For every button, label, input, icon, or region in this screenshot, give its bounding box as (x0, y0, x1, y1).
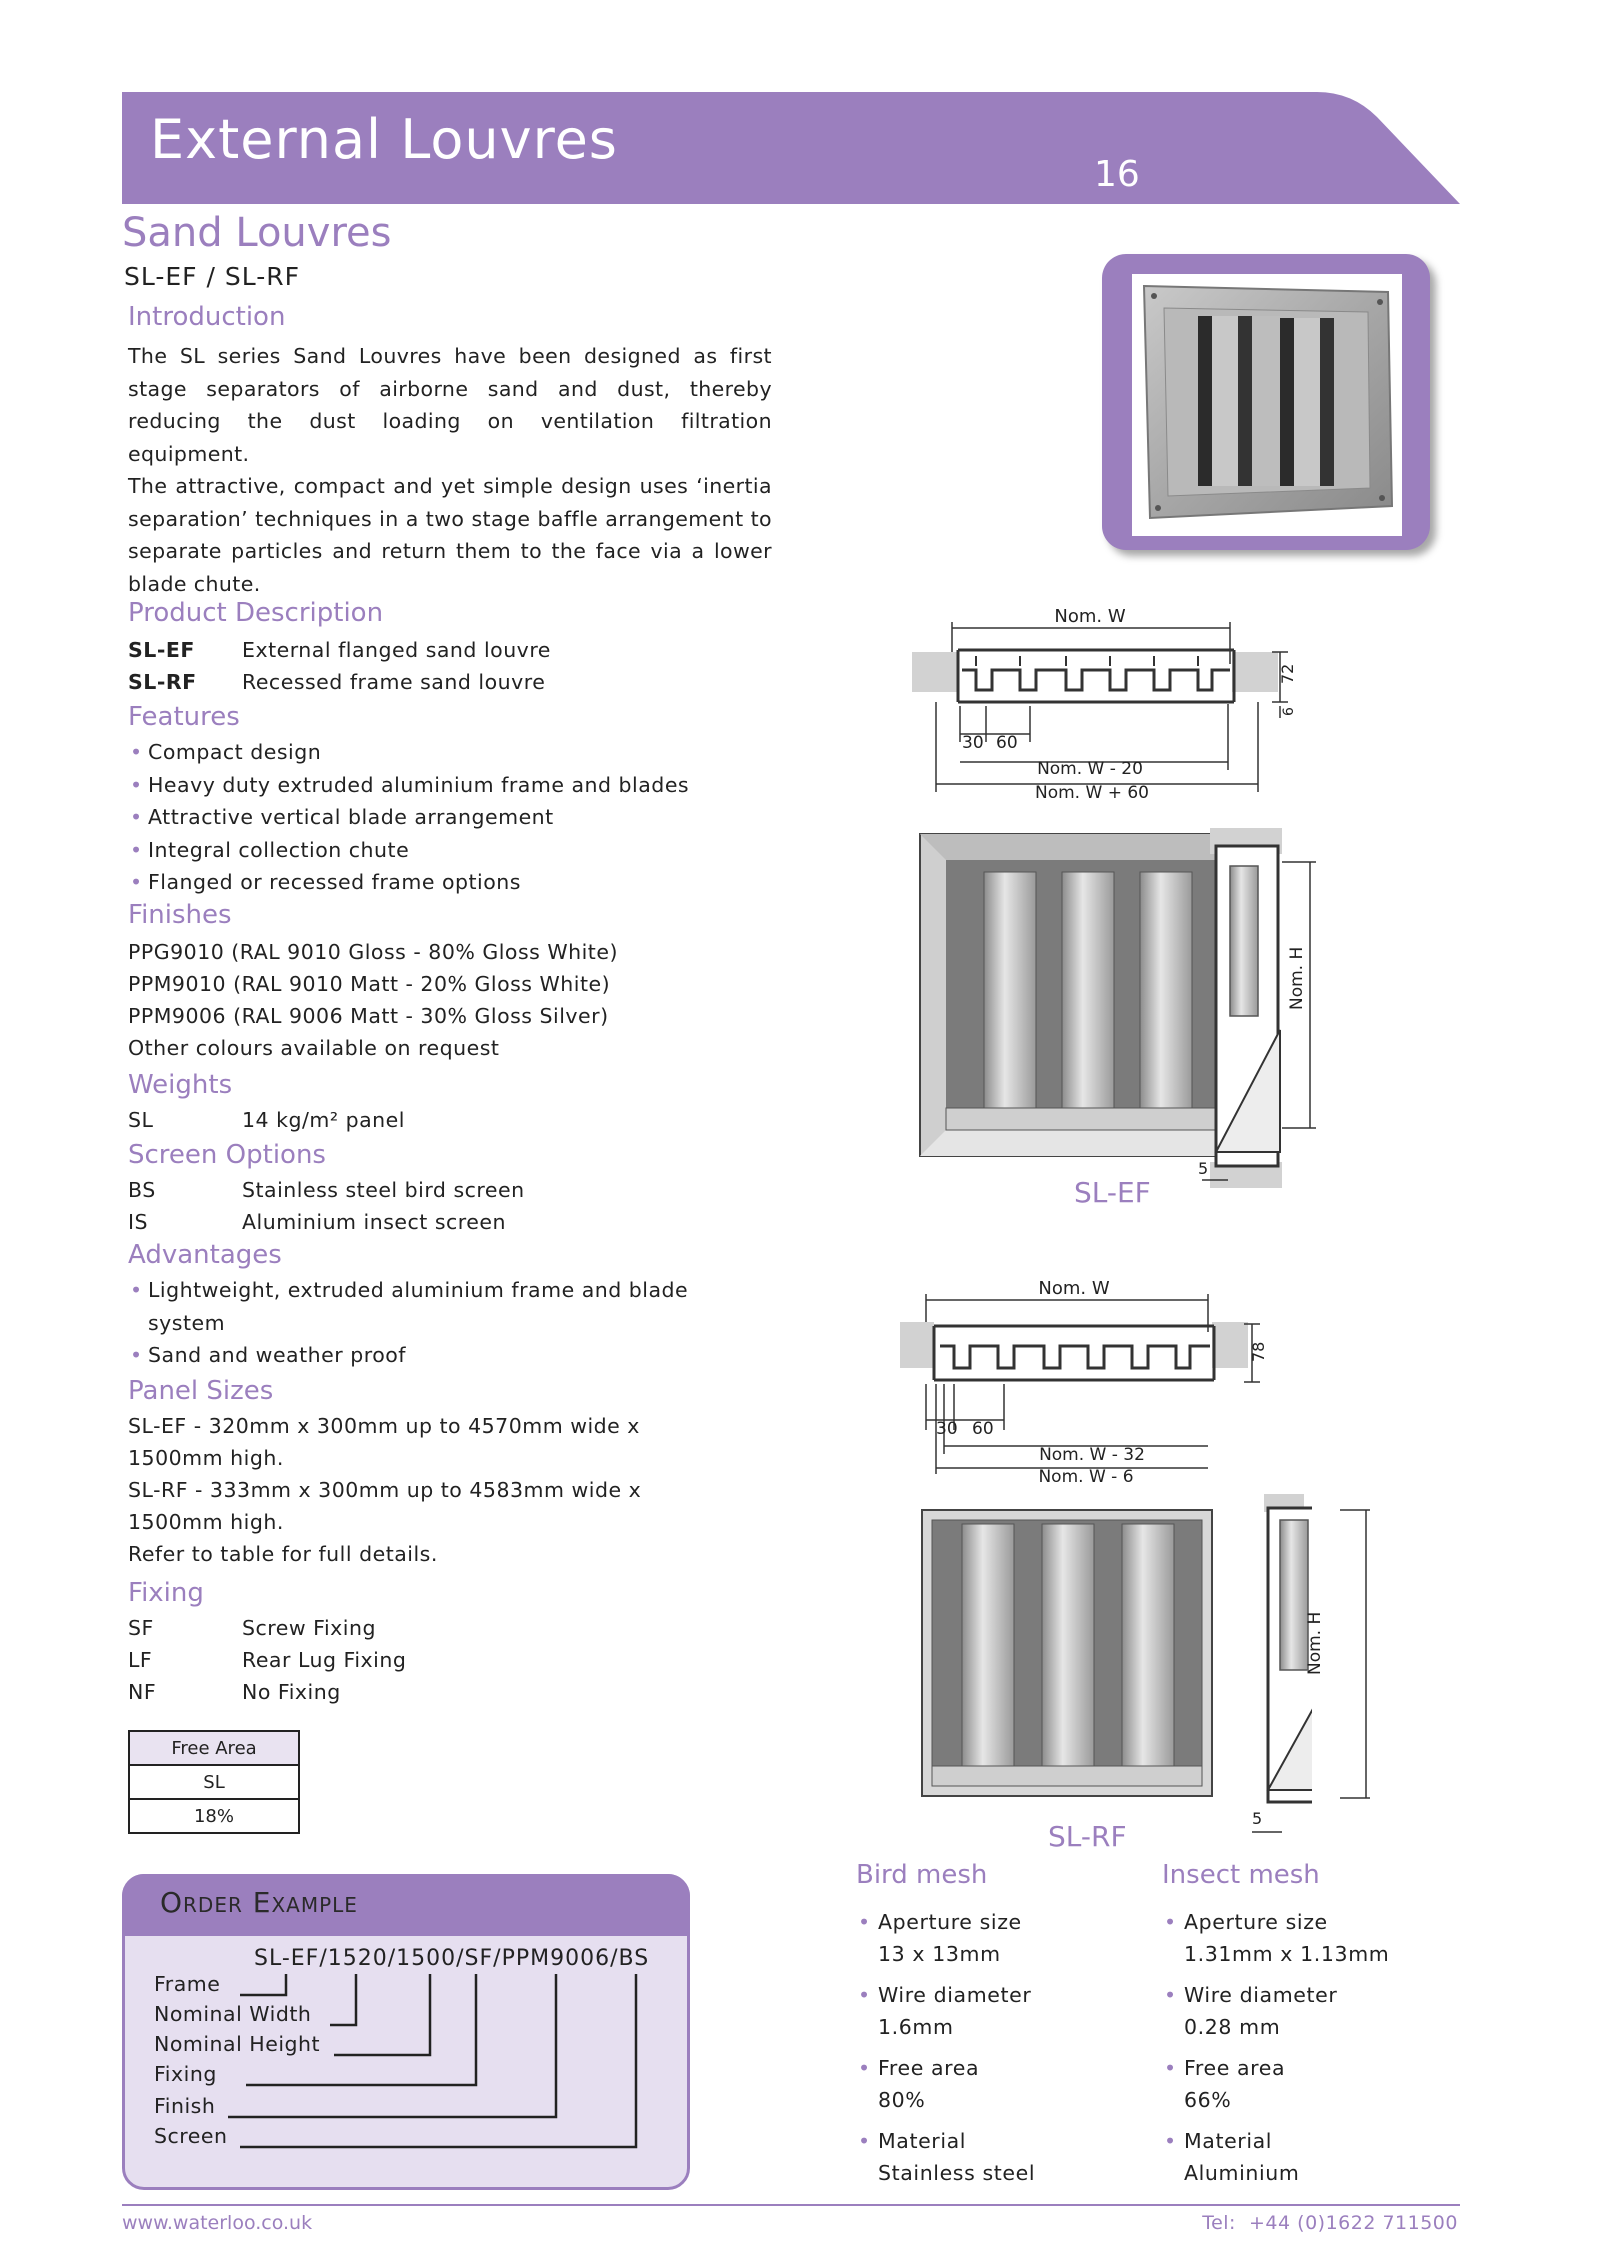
bird-mesh-item: • Aperture size 13 x 13mm (856, 1906, 1035, 1970)
order-connector-lines (0, 0, 700, 2200)
advantage-item: • Sand and weather proof (128, 1339, 728, 1372)
panel-size-line: Refer to table for full details. (128, 1542, 438, 1566)
product-code-description: External flanged sand louvre (242, 638, 551, 662)
fixing-code: SF (128, 1616, 154, 1640)
weight-code: SL (128, 1108, 154, 1132)
fixing-description: No Fixing (242, 1680, 341, 1704)
panel-size-line: 1500mm high. (128, 1510, 284, 1534)
footer-rule (122, 2204, 1460, 2206)
finish-item: PPG9010 (RAL 9010 Gloss - 80% Gloss White) (128, 940, 618, 964)
product-code: SL-RF (128, 670, 197, 694)
dim-60: 60 (996, 733, 1018, 753)
screen-code: BS (128, 1178, 156, 1202)
insect-mesh-list (1162, 1906, 1389, 2198)
footer-phone: Tel: +44 (0)1622 711500 (1202, 2212, 1458, 2234)
dim-60: 60 (972, 1419, 994, 1439)
footer-website[interactable]: www.waterloo.co.uk (122, 2212, 313, 2234)
table-cell: 18% (129, 1799, 299, 1833)
finishes-heading: Finishes (128, 900, 232, 930)
model-codes: SL-EF / SL-RF (124, 262, 301, 291)
fixing-code: NF (128, 1680, 157, 1704)
order-label-finish: Finish (154, 2094, 216, 2118)
dim-5: 5 (1252, 1809, 1263, 1828)
intro-paragraph-1: The SL series Sand Louvres have been designed as first stage separators of airborne sand and dust, thereby reducing the dust loading on ventilation filtration equipment. (128, 344, 772, 466)
screen-code: IS (128, 1210, 149, 1234)
introduction-heading: Introduction (128, 302, 286, 332)
order-example-code: SL-EF/1520/1500/SF/PPM9006/BS (254, 1946, 650, 1971)
feature-item: • Compact design (128, 736, 689, 769)
sand-louvre-photo (1140, 282, 1396, 522)
product-title: Sand Louvres (122, 210, 392, 256)
dim-nom-w-minus-32: Nom. W - 32 (1039, 1445, 1145, 1465)
dim-nom-h: Nom. H (1287, 946, 1307, 1010)
weights-heading: Weights (128, 1070, 233, 1100)
page-number: 16 (1094, 154, 1140, 195)
order-label-width: Nominal Width (154, 2002, 312, 2026)
dim-5: 5 (1198, 1159, 1209, 1178)
bird-mesh-heading: Bird mesh (856, 1860, 988, 1890)
insect-mesh-item: • Aperture size 1.31mm x 1.13mm (1162, 1906, 1389, 1970)
dim-nom-h: Nom. H (1305, 1611, 1325, 1675)
sl-ef-technical-drawing (900, 594, 1320, 1206)
bird-mesh-list (856, 1906, 1035, 2198)
dim-78: 78 (1249, 1341, 1268, 1362)
product-code: SL-EF (128, 638, 195, 662)
advantages-heading: Advantages (128, 1240, 282, 1270)
features-heading: Features (128, 702, 240, 732)
sl-rf-label: SL-RF (1048, 1820, 1127, 1853)
feature-item: • Integral collection chute (128, 834, 689, 867)
panel-size-line: 1500mm high. (128, 1446, 284, 1470)
insect-mesh-heading: Insect mesh (1162, 1860, 1320, 1890)
bird-mesh-item: • Wire diameter 1.6mm (856, 1979, 1035, 2043)
finish-item: Other colours available on request (128, 1036, 500, 1060)
fixing-description: Rear Lug Fixing (242, 1648, 407, 1672)
order-label-height: Nominal Height (154, 2032, 321, 2056)
weight-value: 14 kg/m² panel (242, 1108, 405, 1132)
dim-30: 30 (936, 1419, 958, 1439)
panel-size-line: SL-RF - 333mm x 300mm up to 4583mm wide x (128, 1478, 642, 1502)
product-code-description: Recessed frame sand louvre (242, 670, 546, 694)
insect-mesh-item: • Material Aluminium (1162, 2125, 1389, 2189)
feature-item: • Heavy duty extruded aluminium frame and blades (128, 769, 689, 802)
fixing-code: LF (128, 1648, 153, 1672)
intro-paragraph-2: The attractive, compact and yet simple design uses ‘inertia separation’ techniques in a two stage baffle arrangement to separate particles and return them to the face via a lower blade chute. (128, 474, 772, 596)
table-cell: SL (129, 1765, 299, 1799)
sl-rf-height-line (1340, 1508, 1370, 1804)
dim-nom-w: Nom. W (1038, 1278, 1110, 1299)
finish-item: PPM9010 (RAL 9010 Matt - 20% Gloss White) (128, 972, 611, 996)
feature-item: • Flanged or recessed frame options (128, 866, 689, 899)
dim-nom-w-plus-60: Nom. W + 60 (1035, 783, 1149, 803)
product-description-heading: Product Description (128, 598, 384, 628)
dim-30: 30 (962, 733, 984, 753)
screen-description: Aluminium insect screen (242, 1210, 506, 1234)
fixing-heading: Fixing (128, 1578, 204, 1608)
order-label-fixing: Fixing (154, 2062, 217, 2086)
dim-6: 6 (1281, 707, 1297, 716)
dim-nom-w: Nom. W (1054, 606, 1126, 627)
bird-mesh-item: • Material Stainless steel (856, 2125, 1035, 2189)
sl-ef-front-view (920, 834, 1256, 1156)
feature-item: • Attractive vertical blade arrangement (128, 801, 689, 834)
order-label-frame: Frame (154, 1972, 221, 1996)
bird-mesh-item: • Free area 80% (856, 2052, 1035, 2116)
order-example-title: Order Example (160, 1886, 358, 1919)
dim-72: 72 (1278, 663, 1297, 684)
table-header-cell: Free Area (129, 1731, 299, 1765)
panel-size-line: SL-EF - 320mm x 300mm up to 4570mm wide x (128, 1414, 640, 1438)
fixing-description: Screw Fixing (242, 1616, 376, 1640)
sl-rf-technical-drawing (892, 1270, 1312, 1856)
finish-item: PPM9006 (RAL 9006 Matt - 30% Gloss Silver) (128, 1004, 609, 1028)
dim-nom-w-minus-20: Nom. W - 20 (1037, 759, 1143, 779)
screen-description: Stainless steel bird screen (242, 1178, 525, 1202)
screen-options-heading: Screen Options (128, 1140, 326, 1170)
page-title: External Louvres (150, 108, 618, 171)
panel-sizes-heading: Panel Sizes (128, 1376, 274, 1406)
insect-mesh-item: • Wire diameter 0.28 mm (1162, 1979, 1389, 2043)
advantage-item: • Lightweight, extruded aluminium frame and blade system (128, 1274, 728, 1339)
insect-mesh-item: • Free area 66% (1162, 2052, 1389, 2116)
sl-rf-front-view (922, 1510, 1212, 1796)
sl-ef-label: SL-EF (1074, 1176, 1151, 1209)
dim-nom-w-minus-6: Nom. W - 6 (1038, 1467, 1134, 1487)
order-label-screen: Screen (154, 2124, 228, 2148)
